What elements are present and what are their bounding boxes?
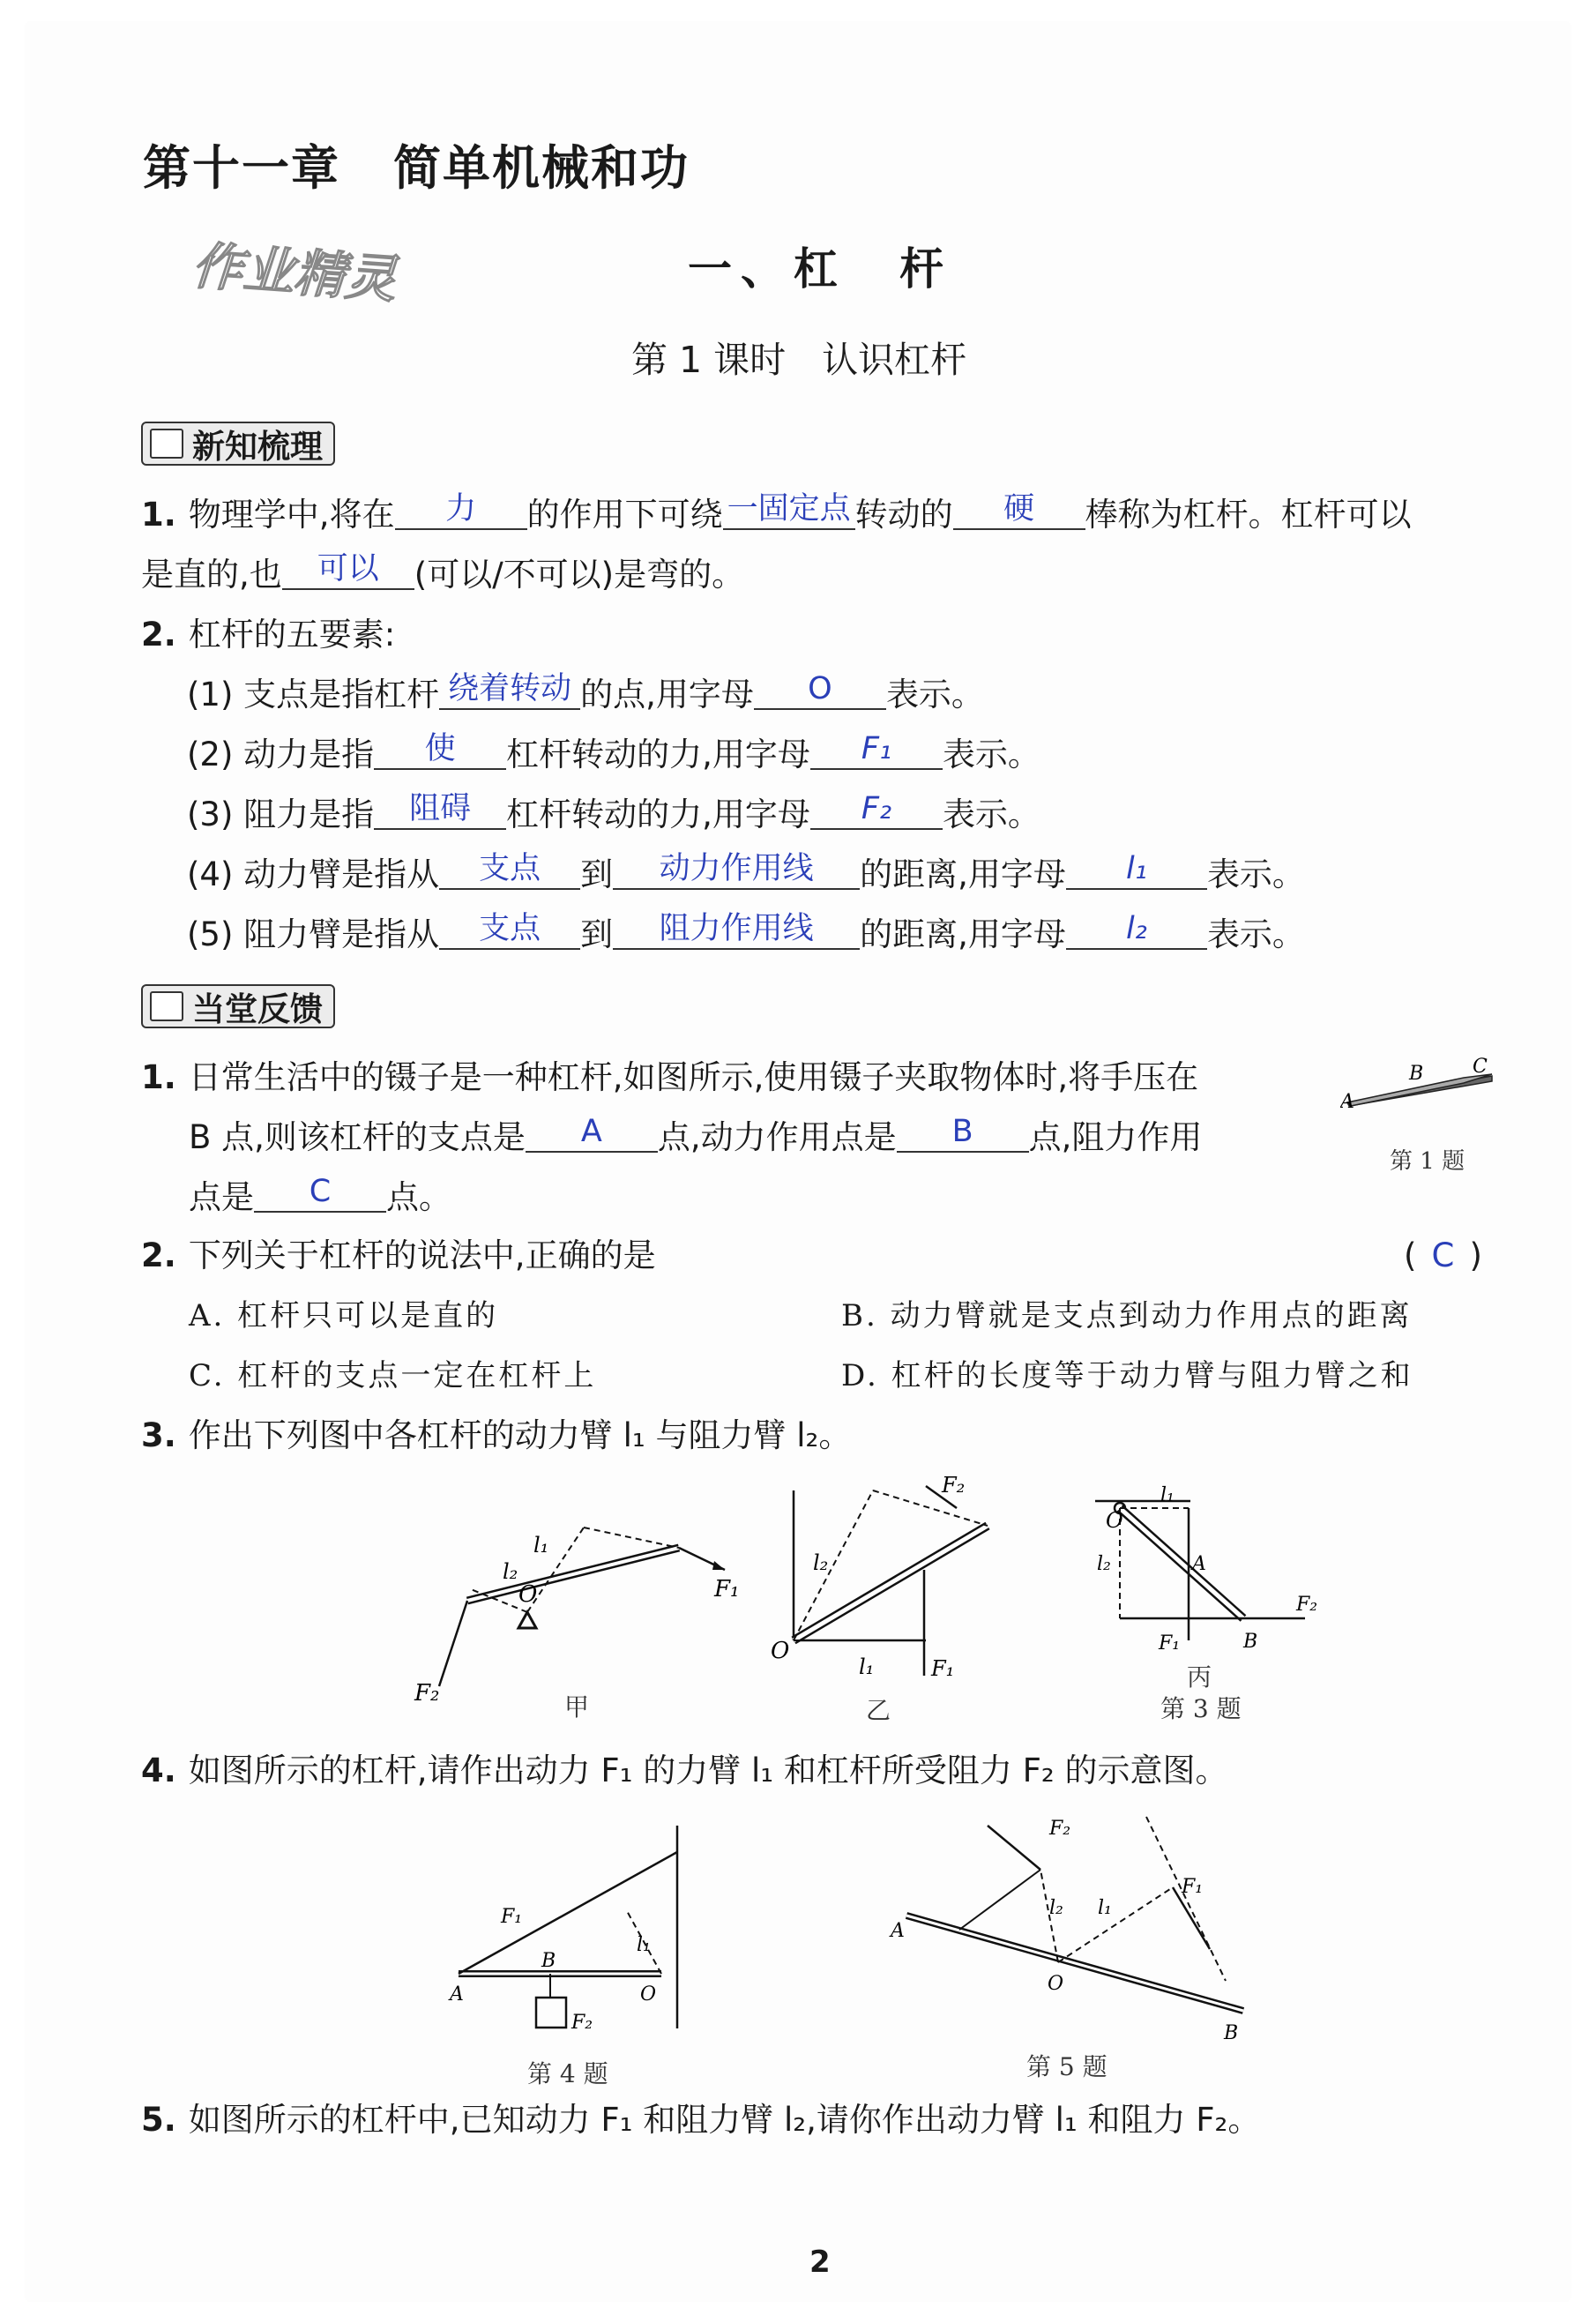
answer-blank: 硬 xyxy=(953,489,1085,530)
xinzhi-q2 xyxy=(141,616,395,654)
watermark-logo: 作业精灵 xyxy=(190,235,399,310)
label-o: O xyxy=(1048,1973,1064,1995)
xinzhi-section-header xyxy=(141,422,335,466)
answer-blank: F₁ xyxy=(810,729,943,770)
force-line-extension xyxy=(584,1528,679,1548)
text: 是直的,也 xyxy=(141,556,282,594)
text: (4) 动力臂是指从 xyxy=(187,855,440,893)
text: 到 xyxy=(580,855,614,893)
label-c: C xyxy=(1473,1057,1488,1078)
answer-blank: 力 xyxy=(395,489,527,530)
text: 杠杆的五要素: xyxy=(188,616,396,654)
question-number: 3. xyxy=(141,1416,176,1454)
answer-blank: 阻力作用线 xyxy=(613,909,860,950)
fig-jia-caption: 甲 xyxy=(564,1692,590,1722)
label-l2: l₂ xyxy=(813,1550,829,1575)
text: 如图所示的杠杆,请作出动力 F₁ 的力臂 l₁ 和杠杆所受阻力 F₂ 的示意图。 xyxy=(188,1752,1228,1789)
label-a: A xyxy=(891,1920,905,1942)
label-f1: F₁ xyxy=(931,1656,955,1681)
label-l2: l₂ xyxy=(503,1559,518,1584)
option-b: B. 动力臂就是支点到动力作用点的距离 xyxy=(841,1298,1413,1333)
xinzhi-q1-line2 xyxy=(141,551,745,594)
question-number: 2. xyxy=(141,616,176,654)
text: 表示。 xyxy=(1206,915,1305,953)
text: 的点,用字母 xyxy=(580,676,754,713)
fig1-caption: 第 1 题 xyxy=(1390,1148,1465,1175)
text: 点。 xyxy=(386,1178,451,1216)
arrowhead xyxy=(712,1561,725,1570)
label-l1: l₁ xyxy=(859,1654,875,1679)
fig4-caption: 第 4 题 xyxy=(527,2059,608,2088)
figure-jia xyxy=(397,1482,750,1711)
label-o: O xyxy=(640,1983,657,2006)
xinzhi-q2-s2 xyxy=(187,731,1040,774)
text: 杠杆转动的力,用字母 xyxy=(506,736,810,773)
question-number: 1. xyxy=(141,1058,176,1096)
label-l1: l₁ xyxy=(1098,1897,1112,1919)
label-o: O xyxy=(771,1638,790,1664)
text: 棒称为杠杆。杠杆可以 xyxy=(1085,496,1412,534)
weight-box xyxy=(536,1998,566,2028)
text: 的距离,用字母 xyxy=(860,915,1066,953)
question-number: 2. xyxy=(141,1236,176,1274)
fig-yi-caption: 乙 xyxy=(866,1696,891,1725)
pencil-icon xyxy=(150,991,183,1021)
fankui-q2 xyxy=(141,1236,656,1275)
text: 如图所示的杠杆中,已知动力 F₁ 和阻力臂 l₂,请你作出动力臂 l₁ 和阻力 F₂。 xyxy=(188,2101,1261,2139)
q2-answer-parens xyxy=(1404,1236,1482,1275)
question-number: 5. xyxy=(141,2101,176,2139)
lesson-title: 第 1 课时 认识杠杆 xyxy=(631,339,967,381)
label-a: A xyxy=(1340,1091,1354,1113)
label-l2: l₂ xyxy=(1097,1553,1111,1575)
text: 的作用下可绕 xyxy=(526,496,723,534)
question-number: 4. xyxy=(141,1752,176,1789)
option-d: D. 杠杆的长度等于动力臂与阻力臂之和 xyxy=(841,1358,1413,1393)
text: (可以/不可以)是弯的。 xyxy=(414,556,745,594)
figure-5 xyxy=(882,1808,1270,2064)
answer-blank: C xyxy=(254,1172,386,1213)
fankui-title: 当堂反馈 xyxy=(192,990,323,1028)
text: 杠杆转动的力,用字母 xyxy=(506,795,810,833)
answer-blank: 动力作用线 xyxy=(613,849,860,890)
tweezers-figure xyxy=(1340,1057,1499,1118)
book-icon xyxy=(150,429,183,459)
label-f2: F₂ xyxy=(571,2012,593,2034)
text: (2) 动力是指 xyxy=(187,736,375,773)
label-l1: l₁ xyxy=(533,1533,549,1557)
fig5-caption: 第 5 题 xyxy=(1026,2052,1108,2081)
answer-blank: 支点 xyxy=(439,849,580,890)
option-a: A. 杠杆只可以是直的 xyxy=(189,1298,499,1333)
question-number: 1. xyxy=(141,496,176,534)
answer-blank: O xyxy=(754,669,886,710)
answer-blank: B xyxy=(897,1112,1029,1153)
lever-bar-inner xyxy=(794,1526,988,1640)
text: 表示。 xyxy=(942,736,1040,773)
text: (1) 支点是指杠杆 xyxy=(187,676,440,713)
label-f1: F₁ xyxy=(1159,1632,1181,1654)
text: 表示。 xyxy=(885,676,984,713)
xinzhi-q1-line1 xyxy=(141,491,1412,534)
text: 作出下列图中各杠杆的动力臂 l₁ 与阻力臂 l₂。 xyxy=(188,1416,852,1454)
fankui-q5 xyxy=(141,2101,1260,2140)
label-o: O xyxy=(1106,1508,1123,1533)
fankui-q1-line1 xyxy=(141,1058,1198,1097)
xinzhi-q2-s1 xyxy=(187,671,984,714)
label-f1: F₁ xyxy=(501,1906,523,1928)
xinzhi-q2-s4 xyxy=(187,851,1305,894)
label-f1: F₁ xyxy=(714,1576,740,1602)
figure-4 xyxy=(441,1817,705,2046)
force-f2-line xyxy=(959,1870,1040,1930)
page-number: 2 xyxy=(809,2245,831,2280)
text: B 点,则该杠杆的支点是 xyxy=(189,1118,526,1156)
q2-answer: C xyxy=(1431,1236,1455,1274)
force-line-extension xyxy=(873,1490,988,1526)
label-l1: l₁ xyxy=(637,1934,651,1956)
text: 物理学中,将在 xyxy=(188,496,395,534)
text: 下列关于杠杆的说法中,正确的是 xyxy=(188,1236,656,1274)
answer-blank: A xyxy=(526,1112,658,1153)
force-f2-arrow xyxy=(988,1826,1040,1870)
answer-blank: F₂ xyxy=(810,789,943,830)
figure-yi xyxy=(767,1473,1014,1711)
label-b: B xyxy=(541,1950,556,1972)
text: 的距离,用字母 xyxy=(860,855,1066,893)
lever-bar-inner xyxy=(1120,1508,1243,1618)
label-b: B xyxy=(1409,1063,1424,1085)
text: (3) 阻力是指 xyxy=(187,795,375,833)
fig3-caption: 第 3 题 xyxy=(1160,1694,1242,1723)
answer-blank: 可以 xyxy=(282,549,414,590)
figure-bing xyxy=(1085,1482,1340,1676)
answer-blank: 阻碍 xyxy=(374,789,506,830)
fankui-section-header xyxy=(141,984,335,1028)
text: 点,阻力作用 xyxy=(1028,1118,1203,1156)
label-l2: l₂ xyxy=(1049,1897,1063,1919)
answer-blank: l₁ xyxy=(1066,849,1207,890)
label-a: A xyxy=(1192,1553,1206,1575)
paren-close: ) xyxy=(1469,1236,1482,1274)
xinzhi-title: 新知梳理 xyxy=(192,428,323,466)
label-f1: F₁ xyxy=(1182,1876,1204,1898)
text: 点,动力作用点是 xyxy=(657,1118,897,1156)
label-f2: F₂ xyxy=(414,1680,440,1707)
fankui-q3 xyxy=(141,1416,851,1455)
label-b: B xyxy=(1243,1631,1258,1653)
text: 到 xyxy=(580,915,614,953)
label-a: A xyxy=(450,1983,464,2006)
label-l1: l₁ xyxy=(1160,1484,1175,1506)
chapter-heading xyxy=(143,131,690,198)
text: (5) 阻力臂是指从 xyxy=(187,915,440,953)
text: 表示。 xyxy=(942,795,1040,833)
label-b: B xyxy=(1224,2022,1239,2044)
paren-open: ( xyxy=(1404,1236,1417,1274)
arm-l1 xyxy=(1058,1887,1173,1962)
answer-blank: 使 xyxy=(374,729,506,770)
xinzhi-q2-s5 xyxy=(187,911,1305,954)
answer-blank: 一固定点 xyxy=(723,489,855,530)
xinzhi-q2-s3 xyxy=(187,791,1040,834)
fig-bing-caption: 丙 xyxy=(1187,1662,1212,1692)
answer-blank: 支点 xyxy=(439,909,580,950)
chapter-title: 简单机械和功 xyxy=(393,140,690,196)
lever-bar-inner xyxy=(906,1916,1243,2011)
fankui-q1-line2 xyxy=(189,1114,1203,1157)
label-f2: F₂ xyxy=(1296,1594,1318,1616)
text: 转动的 xyxy=(854,496,953,534)
text: 日常生活中的镊子是一种杠杆,如图所示,使用镊子夹取物体时,将手压在 xyxy=(188,1058,1199,1096)
label-f2: F₂ xyxy=(1049,1818,1071,1840)
force-f1-extension xyxy=(1146,1817,1226,1981)
option-c: C. 杠杆的支点一定在杠杆上 xyxy=(189,1358,597,1393)
answer-blank: l₂ xyxy=(1066,909,1207,950)
lever-bar-inner xyxy=(467,1548,679,1601)
section-title: 一、杠 杆 xyxy=(688,243,952,295)
answer-blank: 绕着转动 xyxy=(439,669,580,710)
label-f2: F₂ xyxy=(942,1473,966,1498)
text: 表示。 xyxy=(1206,855,1305,893)
label-o: O xyxy=(518,1581,538,1608)
chapter-number: 第十一章 xyxy=(143,140,340,196)
fankui-q1-line3 xyxy=(189,1174,451,1217)
force-f2-arrow xyxy=(439,1601,467,1686)
text: 点是 xyxy=(189,1178,254,1216)
fankui-q4 xyxy=(141,1752,1227,1790)
fulcrum-triangle xyxy=(518,1612,536,1628)
